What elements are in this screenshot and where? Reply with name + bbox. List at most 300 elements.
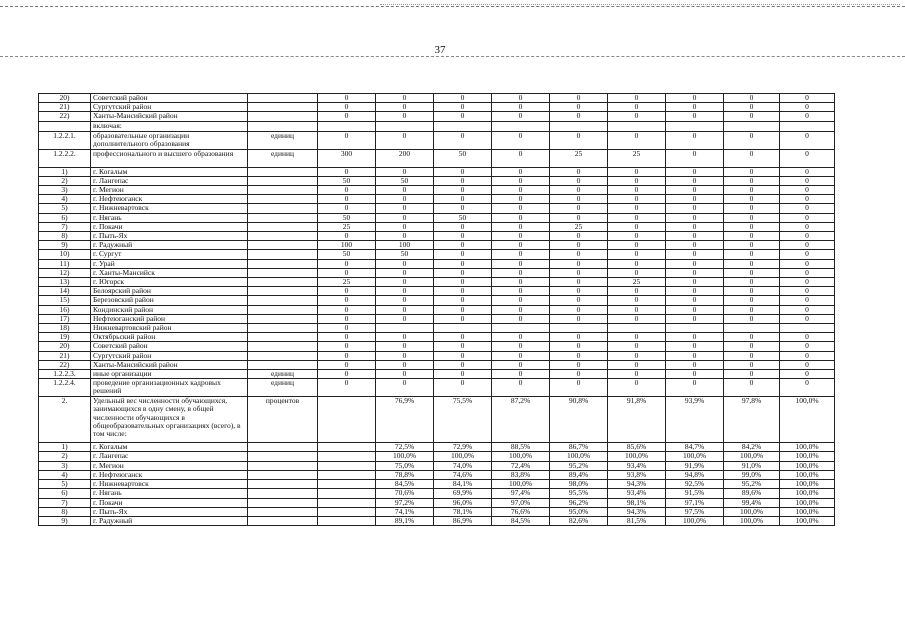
table-row [39,213,835,222]
row-name: г. Радужный [91,516,248,525]
row-value: 0 [434,195,492,204]
row-value: 0 [666,351,724,360]
row-unit [248,516,318,525]
row-value: 0 [780,241,835,250]
row-code: 5) [39,204,91,213]
row-value: 0 [666,195,724,204]
row-value: 72,9% [434,443,492,452]
row-value: 0 [780,222,835,231]
row-code: 2) [39,176,91,185]
row-name: иные организации [91,370,248,379]
row-value: 0 [608,103,666,112]
row-name: г. Нефтеюганск [91,195,248,204]
row-name: г. Сургут [91,250,248,259]
row-code: 16) [39,305,91,314]
row-unit [248,167,318,176]
row-unit [248,232,318,241]
row-name: г. Пыть-Ях [91,232,248,241]
row-value: 0 [666,342,724,351]
row-value: 0 [318,287,376,296]
table-row [39,167,835,176]
row-value: 0 [434,296,492,305]
row-value [434,324,492,333]
row-value: 0 [550,314,608,323]
row-code: 11) [39,259,91,268]
row-value: 0 [780,379,835,397]
row-value: 0 [376,287,434,296]
row-value [434,121,492,131]
row-code: 3) [39,186,91,195]
row-value: 0 [666,296,724,305]
row-code: 12) [39,268,91,277]
row-value: 0 [492,103,550,112]
row-value: 0 [724,342,780,351]
row-value: 97,4% [492,489,550,498]
row-value: 96,0% [434,498,492,507]
row-value: 99,4% [724,498,780,507]
row-unit [248,498,318,507]
row-value: 0 [434,112,492,121]
row-name: г. Мегион [91,461,248,470]
row-value: 0 [434,287,492,296]
row-code: 1) [39,167,91,176]
row-code: 2. [39,397,91,443]
row-value: 0 [376,296,434,305]
row-value: 0 [434,314,492,323]
row-value [492,121,550,131]
row-value: 0 [608,131,666,149]
row-value: 94,8% [666,470,724,479]
row-value: 0 [724,305,780,314]
row-value: 0 [376,259,434,268]
row-unit: процентов [248,397,318,443]
row-value [376,324,434,333]
row-value: 0 [780,305,835,314]
row-value: 0 [724,379,780,397]
row-value: 0 [608,314,666,323]
row-value: 0 [376,351,434,360]
row-value: 0 [318,351,376,360]
table-row [39,397,835,443]
row-name: Советский район [91,342,248,351]
row-value: 88,5% [492,443,550,452]
row-value [550,121,608,131]
row-value: 0 [608,250,666,259]
table-row [39,149,835,167]
row-value: 100,0% [492,480,550,489]
row-value: 84,5% [376,480,434,489]
row-value [318,480,376,489]
row-value: 0 [780,287,835,296]
row-value: 0 [724,94,780,103]
row-value: 100,0% [780,443,835,452]
row-code: 9) [39,241,91,250]
table-row [39,452,835,461]
row-value: 50 [318,176,376,185]
row-value: 0 [666,131,724,149]
row-value: 100,0% [724,516,780,525]
row-value: 0 [434,278,492,287]
row-value: 0 [780,351,835,360]
row-value: 84,7% [666,443,724,452]
row-code: 8) [39,232,91,241]
row-value [780,121,835,131]
row-value: 0 [724,149,780,167]
row-unit [248,461,318,470]
row-value: 0 [492,222,550,231]
row-code: 1.2.2.1. [39,131,91,149]
row-value: 94,3% [608,480,666,489]
row-value: 0 [434,103,492,112]
row-name: г. Нижневартовск [91,204,248,213]
row-value: 0 [434,250,492,259]
table-row [39,351,835,360]
row-value: 0 [492,186,550,195]
table-row [39,176,835,185]
row-value: 0 [666,232,724,241]
row-value [318,121,376,131]
row-name: г. Покачи [91,498,248,507]
row-name: Нефтеюганский район [91,314,248,323]
row-name: Белоярский район [91,287,248,296]
row-value: 83,8% [492,470,550,479]
row-value: 0 [780,278,835,287]
row-value: 0 [376,370,434,379]
table-row [39,360,835,369]
row-unit [248,94,318,103]
row-value: 0 [492,149,550,167]
row-code: 9) [39,516,91,525]
row-value [780,324,835,333]
table-row [39,121,835,131]
table-row [39,461,835,470]
row-value: 25 [550,149,608,167]
row-name: г. Покачи [91,222,248,231]
row-value: 100 [318,241,376,250]
row-value: 0 [608,370,666,379]
row-code: 2) [39,452,91,461]
row-code: 17) [39,314,91,323]
scan-top-edge-secondary [380,4,900,5]
row-value: 0 [666,314,724,323]
table-row [39,480,835,489]
row-unit: единиц [248,370,318,379]
row-value: 100,0% [434,452,492,461]
row-value: 0 [318,186,376,195]
table-row [39,489,835,498]
row-value: 0 [434,360,492,369]
row-name: Ханты-Мансийский район [91,112,248,121]
row-value: 0 [666,360,724,369]
row-value: 0 [376,204,434,213]
row-value [724,121,780,131]
row-value: 0 [550,296,608,305]
table-row [39,470,835,479]
row-value: 100,0% [666,516,724,525]
row-value: 0 [780,195,835,204]
row-value: 97,1% [666,498,724,507]
row-value: 0 [724,314,780,323]
table-row [39,287,835,296]
row-name: г. Нягань [91,489,248,498]
row-value: 0 [550,278,608,287]
row-unit [248,480,318,489]
row-value: 98,1% [608,498,666,507]
row-code: 6) [39,213,91,222]
row-value: 0 [492,195,550,204]
row-value: 0 [318,370,376,379]
row-value: 0 [608,305,666,314]
row-value [318,516,376,525]
row-value: 0 [434,94,492,103]
row-value: 0 [724,351,780,360]
row-value: 0 [666,379,724,397]
row-value: 0 [666,305,724,314]
row-value: 0 [492,94,550,103]
row-value [608,121,666,131]
row-value: 78,8% [376,470,434,479]
row-value: 0 [724,278,780,287]
row-value: 0 [434,305,492,314]
table-row [39,204,835,213]
row-value: 81,5% [608,516,666,525]
row-code: 7) [39,498,91,507]
row-value: 0 [318,268,376,277]
row-name: Березовский район [91,296,248,305]
row-value: 0 [376,186,434,195]
row-name: включая: [91,121,248,131]
table-row [39,296,835,305]
row-value: 0 [376,314,434,323]
row-value: 25 [318,222,376,231]
row-value: 82,6% [550,516,608,525]
row-value: 0 [550,370,608,379]
row-value: 100,0% [724,452,780,461]
row-value: 0 [608,232,666,241]
row-unit [248,489,318,498]
row-value: 0 [780,176,835,185]
row-value [318,397,376,443]
row-code: 18) [39,324,91,333]
row-value: 0 [318,103,376,112]
table-row [39,443,835,452]
table-body [39,94,835,526]
row-unit [248,287,318,296]
row-value: 0 [780,296,835,305]
row-value: 0 [492,314,550,323]
table-row [39,259,835,268]
row-value: 0 [724,232,780,241]
row-value [318,507,376,516]
row-value: 0 [666,222,724,231]
row-value: 86,9% [434,516,492,525]
row-unit [248,195,318,204]
row-value: 0 [318,259,376,268]
row-value: 70,6% [376,489,434,498]
row-code: 1.2.2.3. [39,370,91,379]
row-value: 96,2% [550,498,608,507]
row-value [666,324,724,333]
row-value: 0 [724,287,780,296]
row-value: 0 [666,103,724,112]
row-value: 0 [434,370,492,379]
row-value: 0 [724,370,780,379]
row-value: 0 [550,186,608,195]
row-value: 69,9% [434,489,492,498]
row-value: 0 [376,167,434,176]
row-name: Нижневартовский район [91,324,248,333]
row-value: 87,2% [492,397,550,443]
row-value: 0 [492,268,550,277]
row-value: 200 [376,149,434,167]
row-value: 72,4% [492,461,550,470]
row-unit [248,305,318,314]
row-value: 0 [434,268,492,277]
row-unit [248,103,318,112]
row-value: 0 [492,213,550,222]
row-value: 50 [376,176,434,185]
row-unit [248,112,318,121]
row-value: 0 [724,268,780,277]
row-code: 1) [39,443,91,452]
row-value: 0 [608,204,666,213]
row-value: 100,0% [780,489,835,498]
row-value: 0 [666,186,724,195]
row-value: 91,9% [666,461,724,470]
row-name: Сургутский район [91,103,248,112]
row-unit: единиц [248,379,318,397]
row-name: Ханты-Мансийский район [91,360,248,369]
row-value: 0 [724,213,780,222]
table-row [39,232,835,241]
row-value: 100,0% [492,452,550,461]
row-value: 50 [434,213,492,222]
row-value: 93,8% [608,470,666,479]
row-value: 94,3% [608,507,666,516]
row-value: 75,0% [376,461,434,470]
row-value: 0 [434,241,492,250]
row-value: 0 [376,112,434,121]
row-value: 0 [550,232,608,241]
row-value: 0 [550,112,608,121]
row-value: 0 [666,149,724,167]
row-value: 0 [550,204,608,213]
table-row [39,305,835,314]
row-value: 0 [318,324,376,333]
row-value [318,498,376,507]
row-value [318,489,376,498]
row-value: 0 [492,259,550,268]
row-value: 85,6% [608,443,666,452]
row-value: 100,0% [780,461,835,470]
row-value: 0 [434,351,492,360]
table-row [39,195,835,204]
row-value: 95,2% [550,461,608,470]
row-unit [248,259,318,268]
row-value: 0 [318,232,376,241]
row-value: 25 [550,222,608,231]
row-unit [248,314,318,323]
row-value: 0 [780,103,835,112]
row-value: 86,7% [550,443,608,452]
row-value: 0 [550,167,608,176]
row-value: 0 [434,222,492,231]
row-value: 0 [724,131,780,149]
table-row [39,103,835,112]
row-value: 93,9% [666,397,724,443]
row-code: 5) [39,480,91,489]
row-unit [248,351,318,360]
row-value: 0 [780,167,835,176]
table-row [39,131,835,149]
row-value: 0 [376,213,434,222]
row-unit [248,443,318,452]
row-code: 4) [39,195,91,204]
row-value: 0 [550,351,608,360]
row-value: 0 [780,333,835,342]
row-value [724,324,780,333]
row-value: 0 [550,131,608,149]
row-value: 0 [318,305,376,314]
row-value: 0 [550,250,608,259]
row-value: 72,5% [376,443,434,452]
table-row [39,498,835,507]
row-value: 0 [318,360,376,369]
row-value: 0 [724,360,780,369]
row-value: 25 [608,278,666,287]
row-value: 100,0% [780,470,835,479]
row-value: 97,8% [724,397,780,443]
row-value: 0 [492,278,550,287]
row-value: 50 [376,250,434,259]
row-value: 0 [780,250,835,259]
row-value: 0 [492,351,550,360]
row-value: 100,0% [608,452,666,461]
row-value: 95,5% [550,489,608,498]
row-value: 25 [608,149,666,167]
row-value: 0 [608,222,666,231]
row-value: 0 [666,250,724,259]
row-value: 0 [376,278,434,287]
row-value: 0 [434,176,492,185]
row-value: 0 [608,342,666,351]
row-value: 98,0% [550,480,608,489]
row-value: 0 [492,305,550,314]
row-value: 100,0% [780,498,835,507]
row-value [318,470,376,479]
row-value: 0 [666,259,724,268]
row-name: г. Когалым [91,167,248,176]
table-row [39,250,835,259]
data-table [38,93,835,526]
row-value: 0 [492,287,550,296]
row-value: 0 [780,360,835,369]
row-value: 0 [318,342,376,351]
row-value: 0 [666,213,724,222]
row-value: 84,1% [434,480,492,489]
row-value: 91,8% [608,397,666,443]
row-code: 19) [39,333,91,342]
row-value: 0 [724,250,780,259]
row-value: 93,4% [608,489,666,498]
row-value: 0 [318,195,376,204]
table-row [39,112,835,121]
row-value: 76,6% [492,507,550,516]
row-value: 0 [550,379,608,397]
table-row [39,507,835,516]
row-value: 89,4% [550,470,608,479]
row-unit [248,204,318,213]
